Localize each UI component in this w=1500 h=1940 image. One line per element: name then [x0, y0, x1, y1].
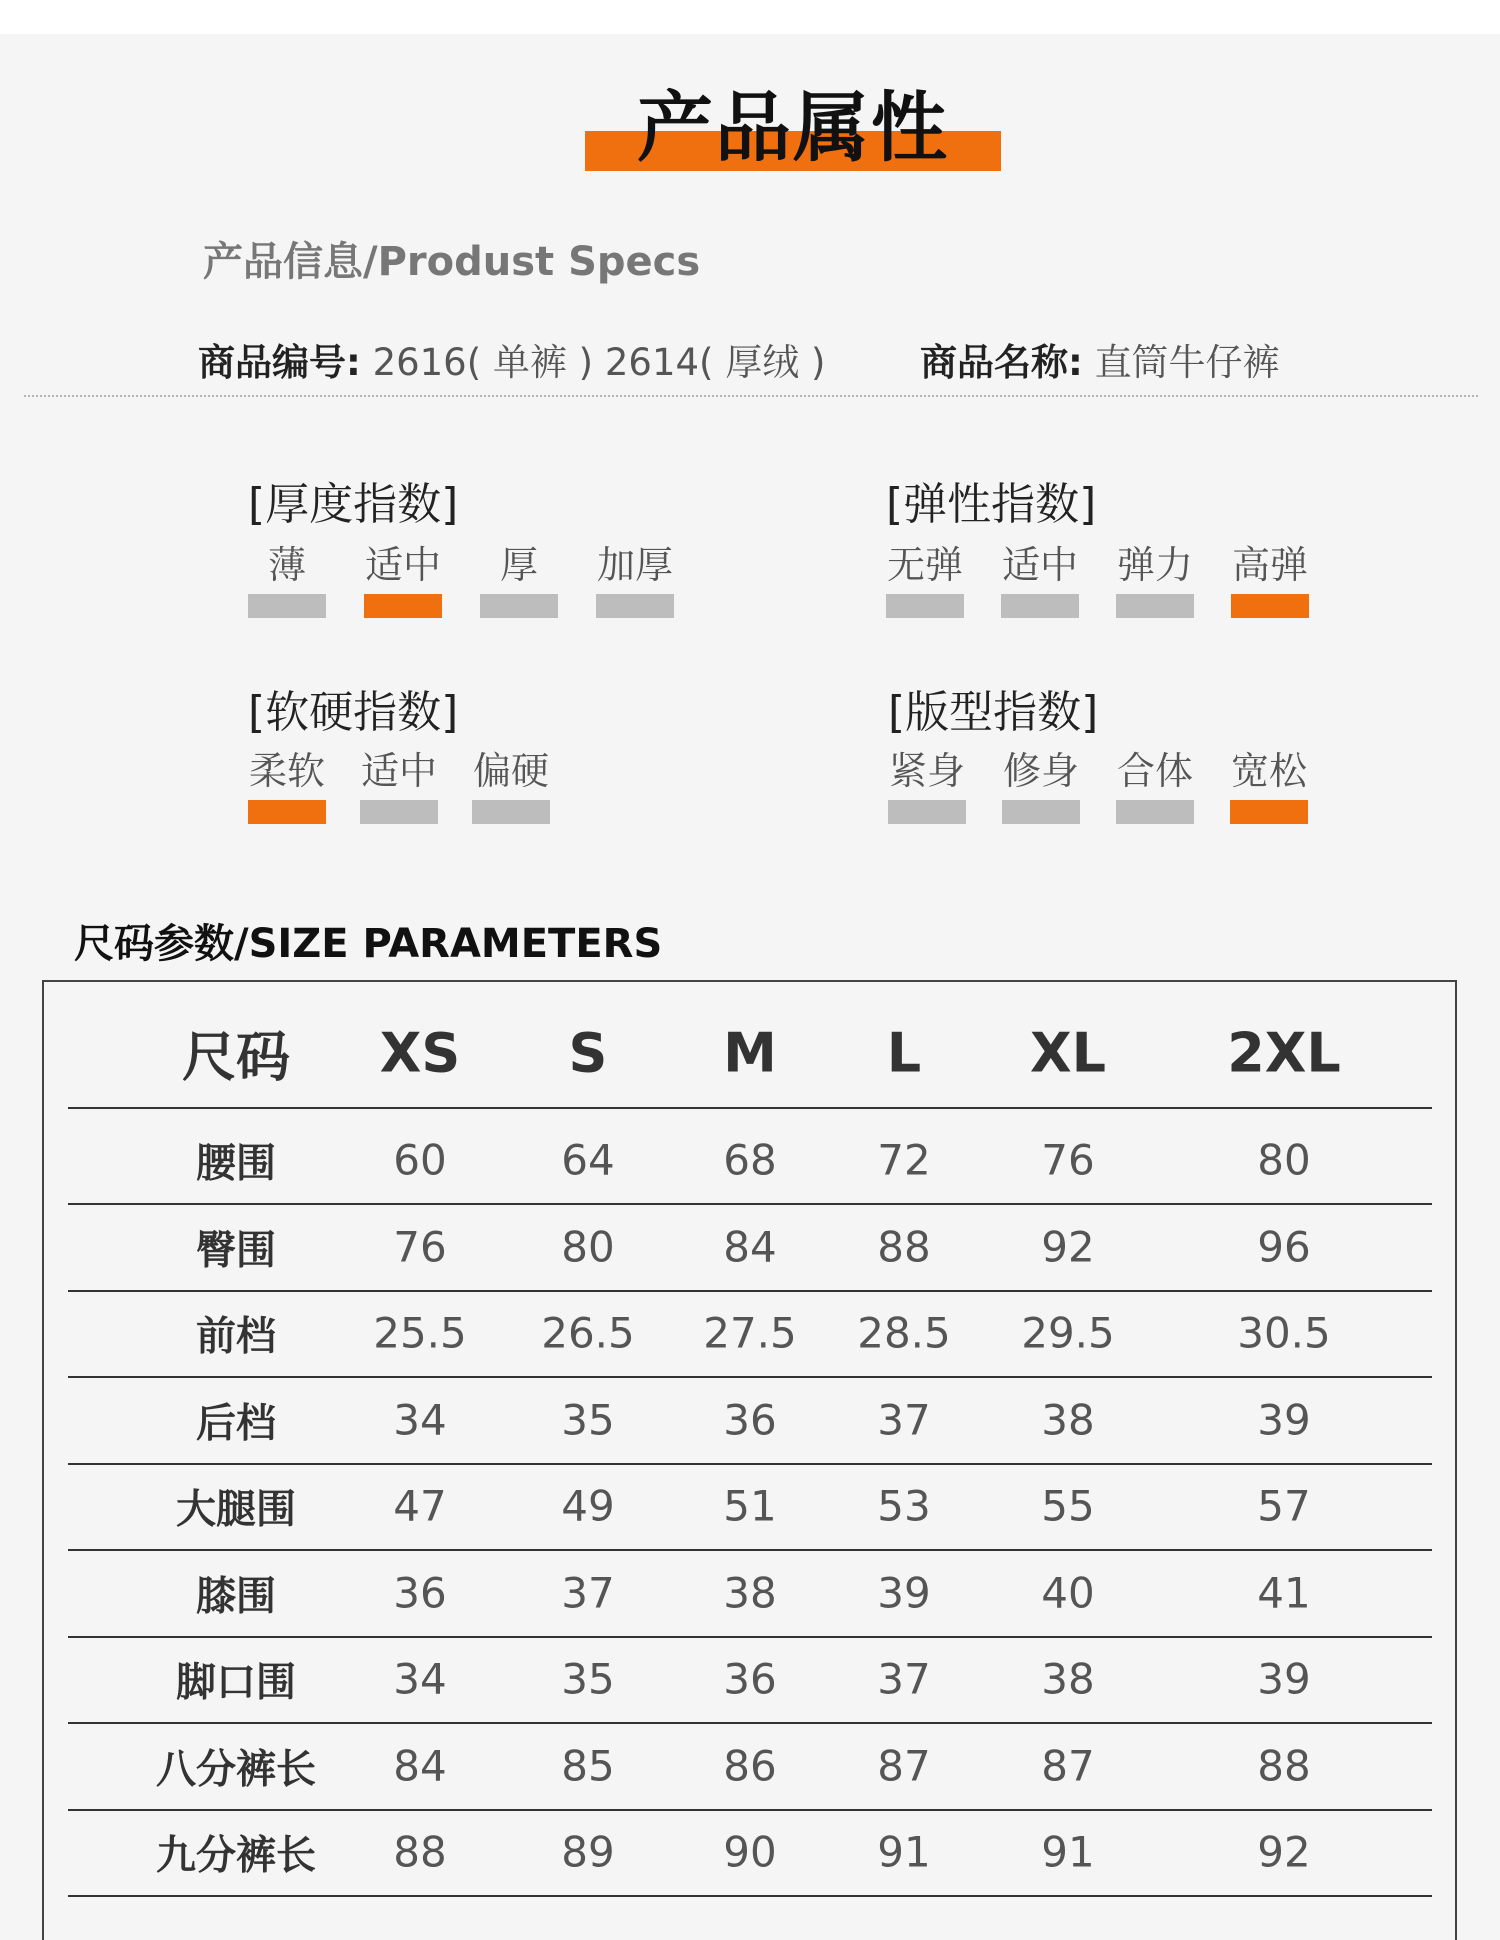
- fit-level-bar: [1116, 800, 1194, 824]
- table-row-label: 九分裤长: [156, 1832, 316, 1879]
- softness-level-bar: [360, 800, 438, 824]
- table-cell: 35: [561, 1395, 615, 1444]
- table-cell: 91: [1041, 1827, 1095, 1877]
- table-cell: 53: [877, 1481, 931, 1531]
- fit-level-bar: [888, 800, 966, 824]
- elasticity-level-label: 高弹: [1231, 543, 1309, 587]
- table-cell: 72: [877, 1135, 931, 1185]
- table-cell: 76: [1041, 1135, 1095, 1185]
- thickness-level-label: 加厚: [596, 543, 674, 587]
- fit-level-bar: [1230, 800, 1308, 824]
- table-cell: 68: [723, 1135, 777, 1185]
- table-cell: 55: [1041, 1481, 1095, 1531]
- table-cell: 36: [393, 1568, 447, 1617]
- table-row-label: 大腿围: [176, 1486, 296, 1533]
- table-cell: 60: [393, 1135, 447, 1185]
- table-cell: 39: [877, 1568, 931, 1617]
- table-cell: 51: [723, 1481, 777, 1531]
- elasticity-level-label: 弹力: [1116, 543, 1194, 587]
- product-name-value: 直筒牛仔裤: [1094, 341, 1280, 384]
- table-row-label: 前档: [196, 1313, 276, 1360]
- thickness-index-title: [厚度指数]: [248, 479, 459, 530]
- softness-level-label: 柔软: [248, 749, 326, 793]
- elasticity-level-bar: [1116, 594, 1194, 618]
- table-cell: 36: [723, 1654, 777, 1704]
- size-header-cell: 2XL: [1227, 1021, 1341, 1085]
- fit-level-label: 宽松: [1230, 749, 1308, 793]
- table-cell: 88: [1257, 1741, 1311, 1790]
- table-cell: 87: [877, 1741, 931, 1790]
- table-row-divider: [68, 1549, 1432, 1551]
- top-strip: [0, 0, 1500, 34]
- elasticity-level-bar: [1231, 594, 1309, 618]
- size-header-cell: S: [568, 1021, 608, 1085]
- table-row-label: 臀围: [196, 1227, 276, 1273]
- table-cell: 92: [1041, 1222, 1095, 1271]
- product-code-value: 2616( 单裤 ) 2614( 厚绒 ): [372, 341, 826, 384]
- table-cell: 88: [877, 1222, 931, 1271]
- table-cell: 37: [877, 1395, 931, 1444]
- elasticity-level-bar: [886, 594, 964, 618]
- table-cell: 34: [393, 1395, 447, 1444]
- table-cell: 91: [877, 1827, 931, 1877]
- fit-index-title: [版型指数]: [888, 687, 1099, 738]
- table-cell: 57: [1257, 1481, 1311, 1531]
- table-cell: 40: [1041, 1568, 1095, 1617]
- dotted-divider: [24, 395, 1478, 397]
- table-cell: 25.5: [373, 1308, 467, 1358]
- table-row-label: 八分裤长: [156, 1746, 316, 1792]
- thickness-level-bar: [248, 594, 326, 618]
- table-row-divider: [68, 1463, 1432, 1465]
- product-code-label: 商品编号:: [198, 341, 361, 384]
- table-cell: 88: [393, 1827, 447, 1877]
- thickness-level-label: 厚: [499, 543, 539, 587]
- elasticity-index-title: [弹性指数]: [886, 479, 1097, 530]
- table-row-divider: [68, 1290, 1432, 1292]
- table-cell: 39: [1257, 1395, 1311, 1444]
- table-cell: 86: [723, 1741, 777, 1790]
- softness-level-bar: [472, 800, 550, 824]
- softness-level-label: 偏硬: [472, 749, 550, 793]
- table-cell: 37: [561, 1568, 615, 1617]
- size-header-cell: L: [886, 1021, 922, 1085]
- table-cell: 29.5: [1021, 1308, 1115, 1358]
- table-cell: 87: [1041, 1741, 1095, 1790]
- size-table-title: 尺码参数/SIZE PARAMETERS: [74, 921, 663, 967]
- elasticity-level-label: 适中: [1001, 543, 1079, 587]
- table-row-divider: [68, 1895, 1432, 1897]
- fit-level-bar: [1002, 800, 1080, 824]
- table-row-divider: [68, 1809, 1432, 1811]
- softness-index-title: [软硬指数]: [248, 687, 459, 738]
- thickness-level-bar: [596, 594, 674, 618]
- page-title: [585, 85, 1001, 175]
- table-row-label: 后档: [196, 1400, 276, 1446]
- size-header-label: 尺码: [182, 1025, 290, 1089]
- table-row-divider: [68, 1722, 1432, 1724]
- table-cell: 34: [393, 1654, 447, 1704]
- table-cell: 89: [561, 1827, 615, 1877]
- table-cell: 84: [393, 1741, 447, 1790]
- table-cell: 90: [723, 1827, 777, 1877]
- table-row-label: 膝围: [196, 1573, 276, 1619]
- elasticity-level-label: 无弹: [886, 543, 964, 587]
- fit-level-label: 合体: [1116, 749, 1194, 793]
- table-cell: 37: [877, 1654, 931, 1704]
- table-cell: 41: [1257, 1568, 1311, 1617]
- table-row-divider: [68, 1376, 1432, 1378]
- table-cell: 96: [1257, 1222, 1311, 1271]
- table-cell: 76: [393, 1222, 447, 1271]
- thickness-level-bar: [480, 594, 558, 618]
- softness-level-bar: [248, 800, 326, 824]
- product-name-label: 商品名称:: [920, 341, 1083, 384]
- product-code-row: [198, 332, 825, 386]
- size-header-cell: M: [723, 1021, 777, 1085]
- table-cell: 30.5: [1237, 1308, 1331, 1358]
- table-cell: 84: [723, 1222, 777, 1271]
- product-name-row: [920, 332, 1280, 386]
- thickness-level-label: 薄: [267, 543, 307, 587]
- table-cell: 85: [561, 1741, 615, 1790]
- table-cell: 36: [723, 1395, 777, 1444]
- softness-level-label: 适中: [360, 749, 438, 793]
- table-row-label: 脚口围: [176, 1659, 296, 1706]
- thickness-level-label: 适中: [364, 543, 442, 587]
- table-row-divider: [68, 1203, 1432, 1205]
- fit-level-label: 修身: [1002, 749, 1080, 793]
- size-header-cell: XL: [1029, 1021, 1107, 1085]
- thickness-level-bar: [364, 594, 442, 618]
- table-cell: 35: [561, 1654, 615, 1704]
- table-cell: 47: [393, 1481, 447, 1531]
- size-header-cell: XS: [379, 1021, 461, 1085]
- table-cell: 80: [1257, 1135, 1311, 1185]
- table-cell: 38: [723, 1568, 777, 1617]
- specs-subtitle: 产品信息/Produst Specs: [203, 239, 701, 285]
- table-cell: 80: [561, 1222, 615, 1271]
- table-row-divider: [68, 1107, 1432, 1109]
- table-cell: 38: [1041, 1654, 1095, 1704]
- table-cell: 26.5: [541, 1308, 635, 1358]
- table-cell: 92: [1257, 1827, 1311, 1877]
- size-table: [42, 980, 1457, 1940]
- table-row-divider: [68, 1636, 1432, 1638]
- table-cell: 64: [561, 1135, 615, 1185]
- page-title-text: 产品属性: [637, 83, 949, 172]
- table-row-label: 腰围: [196, 1140, 276, 1187]
- table-cell: 39: [1257, 1654, 1311, 1704]
- table-cell: 28.5: [857, 1308, 951, 1358]
- table-cell: 38: [1041, 1395, 1095, 1444]
- fit-level-label: 紧身: [888, 749, 966, 793]
- table-cell: 49: [561, 1481, 615, 1531]
- elasticity-level-bar: [1001, 594, 1079, 618]
- table-cell: 27.5: [703, 1308, 797, 1358]
